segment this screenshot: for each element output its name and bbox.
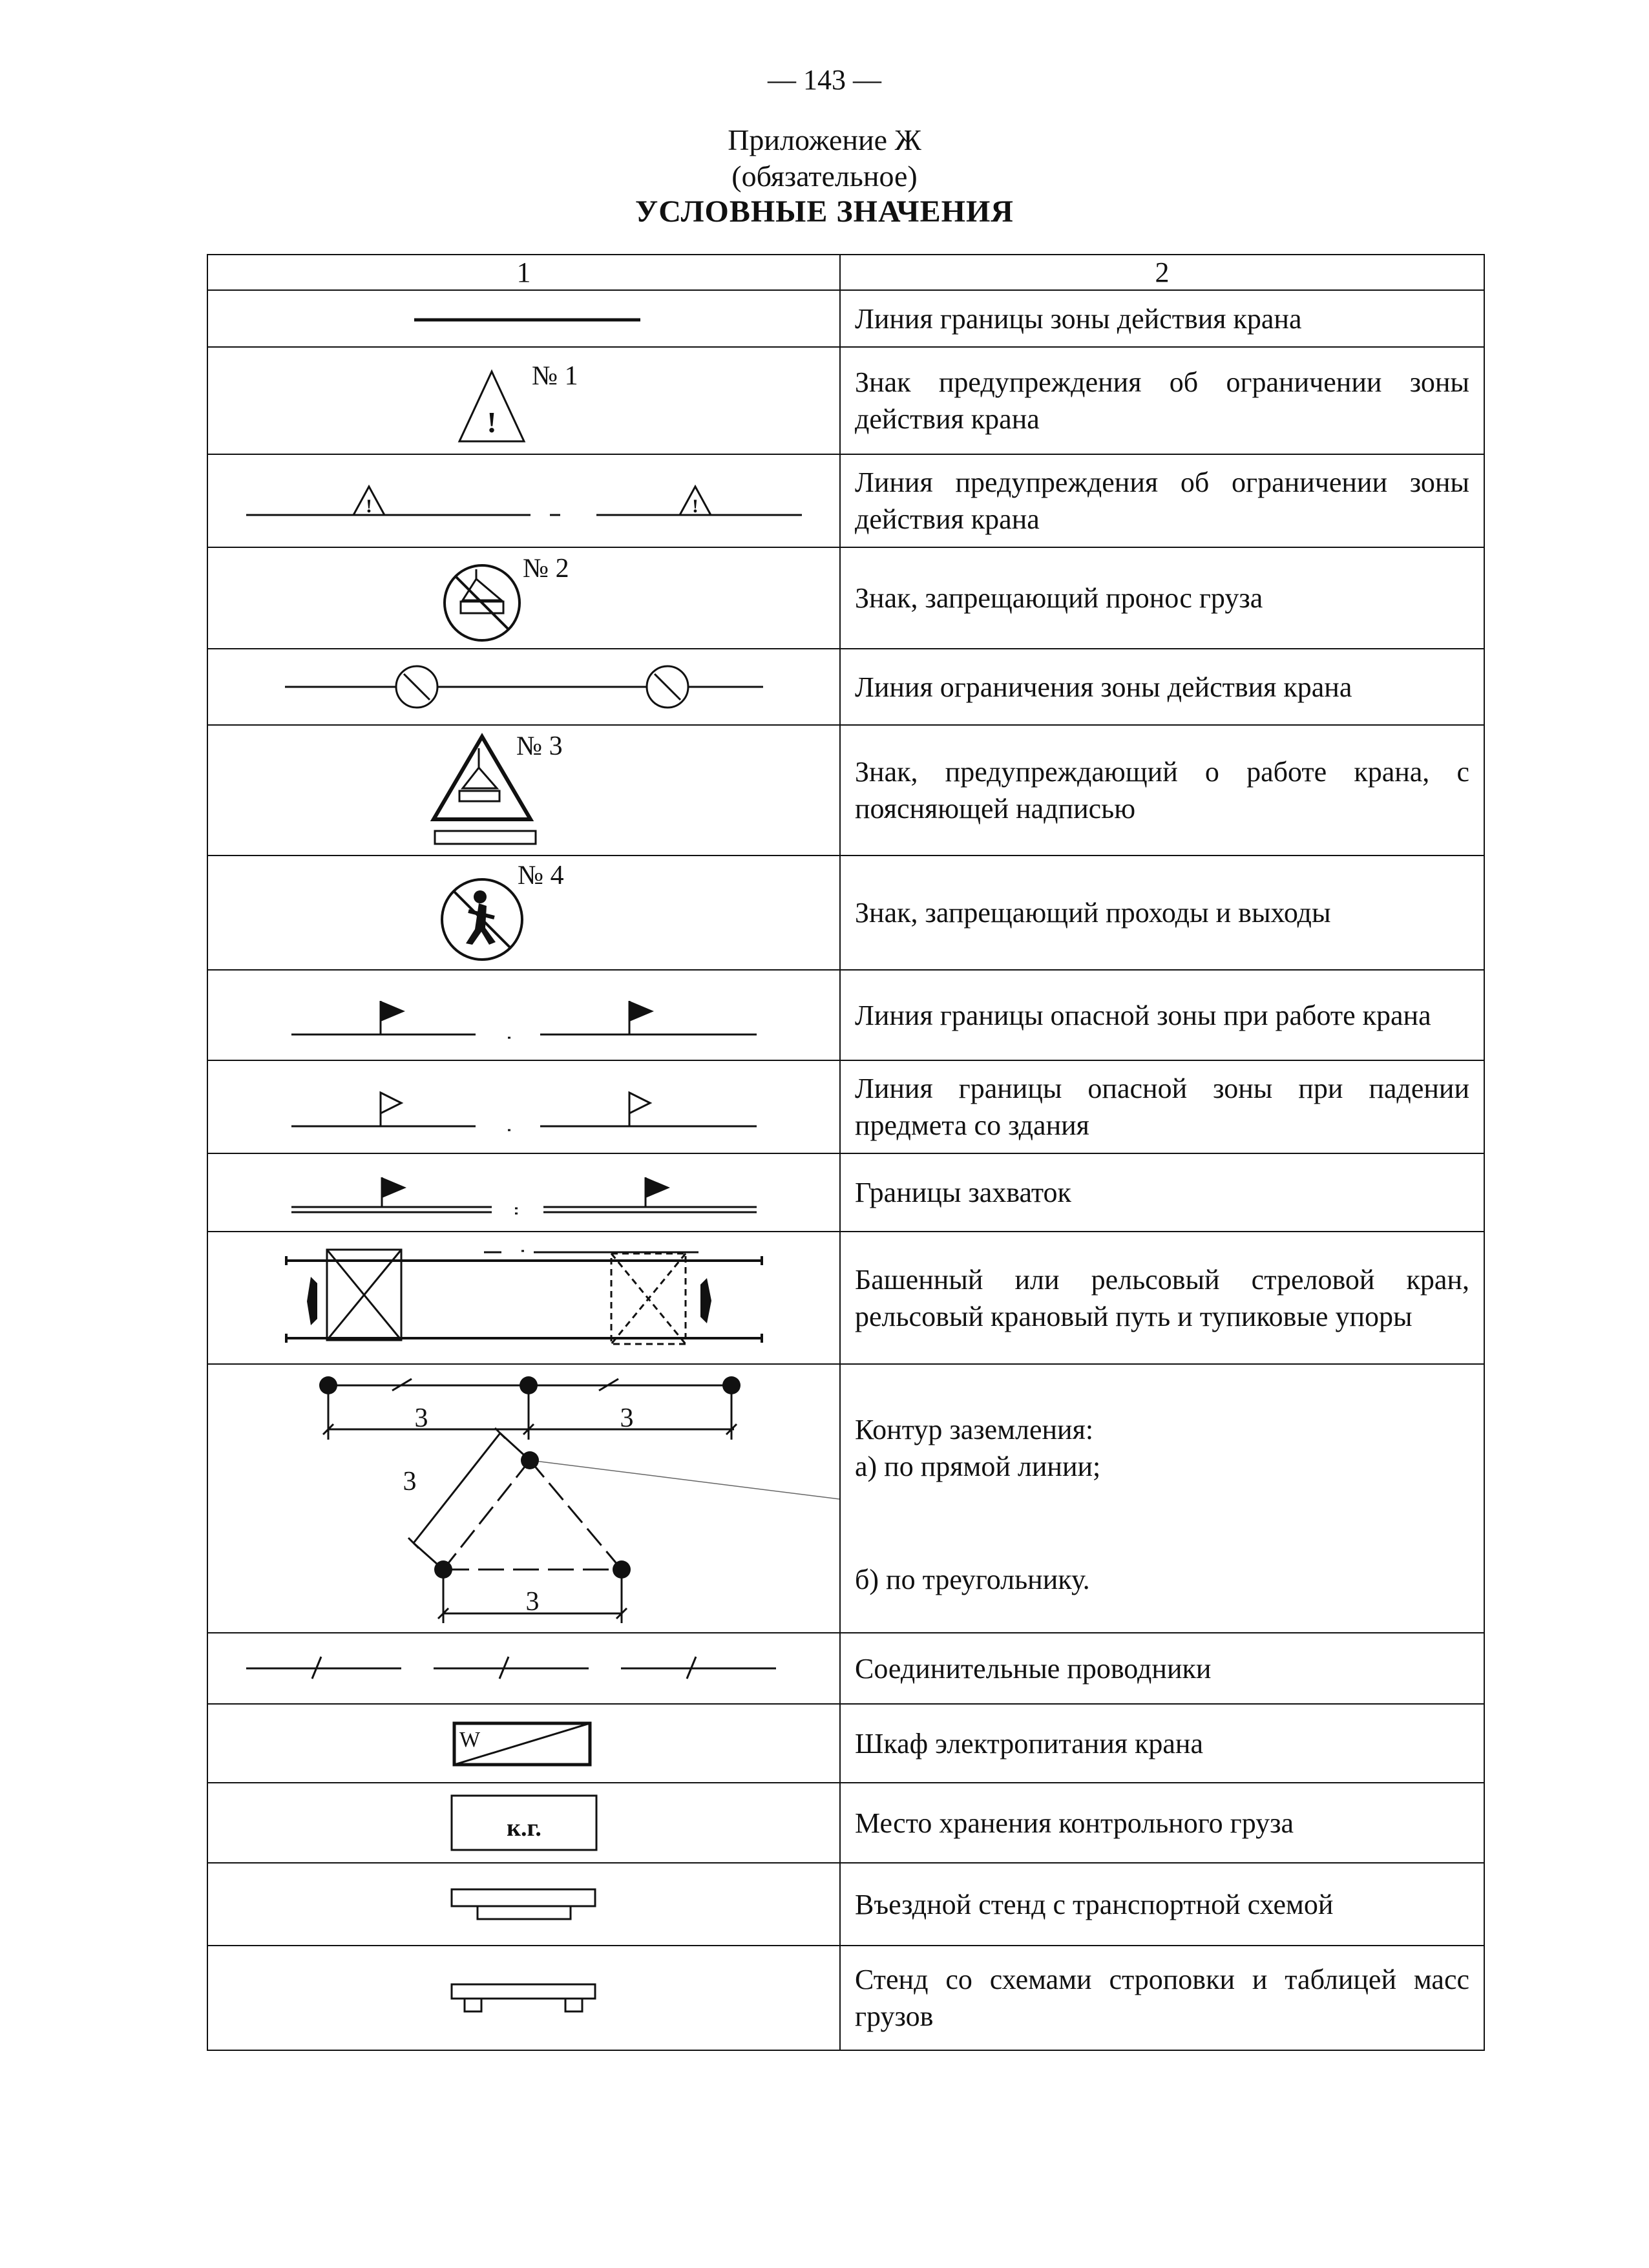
symbol-cell — [207, 725, 840, 856]
symbol-cell — [207, 970, 840, 1060]
symbol-cell — [207, 1863, 840, 1946]
symbol-cell — [207, 1633, 840, 1704]
no-passage-icon — [427, 858, 621, 968]
symbol-cell — [207, 290, 840, 347]
symbol-cell — [207, 1060, 840, 1153]
table-row — [207, 649, 1484, 725]
description-cell: Знак, запрещающий проходы и выходы — [840, 856, 1484, 970]
table-row — [207, 347, 1484, 454]
description-cell: Место хранения контрольного груза — [840, 1783, 1484, 1863]
sign-number-label: № 3 — [516, 731, 563, 761]
table-row — [207, 1704, 1484, 1783]
table-row — [207, 1232, 1484, 1364]
symbol-cell — [207, 649, 840, 725]
warning-line-symbol — [240, 475, 808, 527]
exclamation-mark: ! — [486, 406, 497, 439]
description-cell: Шкаф электропитания крана — [840, 1704, 1484, 1783]
appendix-type: (обязательное) — [731, 160, 918, 193]
table-row — [207, 454, 1484, 547]
symbol-cell — [207, 547, 840, 649]
table-row — [207, 1863, 1484, 1946]
table-row — [207, 290, 1484, 347]
symbols-table — [207, 254, 1485, 2051]
crane-work-warning-icon — [427, 729, 621, 852]
dimension-label: 3 — [525, 1587, 540, 1617]
description-cell: Знак предупреждения об ограничении зоны действия крана — [840, 347, 1484, 454]
power-cabinet-symbol — [446, 1714, 602, 1772]
description-cell: Стенд со схемами строповки и таблицей масс грузов — [840, 1946, 1484, 2050]
symbol-cell — [207, 1783, 840, 1863]
table-row — [207, 1633, 1484, 1704]
no-load-carrying-icon — [427, 550, 621, 647]
description-cell: Границы захваток — [840, 1153, 1484, 1232]
description-cell: Знак, запрещающий пронос груза — [840, 547, 1484, 649]
symbol-cell — [207, 1364, 840, 1633]
control-load-label: к.г. — [506, 1814, 541, 1842]
table-header-row — [207, 255, 1484, 290]
warning-triangle-icon — [427, 352, 621, 449]
danger-zone-falling-line-symbol — [278, 1075, 770, 1139]
exclamation-mark: ! — [365, 496, 372, 517]
table-row — [207, 1946, 1484, 2050]
description-cell: Башенный или рельсовый стреловой кран, рельсовый крановый путь и тупиковые упоры — [840, 1232, 1484, 1364]
table-row — [207, 1783, 1484, 1863]
appendix-label: Приложение Ж — [728, 123, 921, 156]
crane-zone-boundary-line-symbol — [388, 306, 660, 331]
table-row — [207, 1153, 1484, 1232]
exclamation-mark: ! — [691, 496, 698, 517]
danger-zone-crane-line-symbol — [278, 983, 770, 1047]
crane-rail-track-symbol — [278, 1238, 770, 1358]
description-cell: Знак, предупреждающий о работе крана, с поясняющей надписью — [840, 725, 1484, 856]
column-header-1: 1 — [207, 255, 840, 290]
work-section-boundary-symbol — [278, 1160, 770, 1225]
description-cell: Линия границы зоны действия крана — [840, 290, 1484, 347]
symbol-cell — [207, 1946, 840, 2050]
grounding-contour-symbol — [208, 1365, 839, 1632]
column-header-2: 2 — [840, 255, 1484, 290]
table-row — [207, 725, 1484, 856]
description-cell: Соединительные проводники — [840, 1633, 1484, 1704]
cabinet-label: W — [459, 1728, 480, 1752]
control-load-symbol — [446, 1790, 602, 1855]
table-row — [207, 1364, 1484, 1633]
description-cell: Линия предупреждения об ограничении зоны действия крана — [840, 454, 1484, 547]
sign-number-label: № 4 — [517, 860, 564, 890]
dimension-label: 3 — [403, 1467, 417, 1496]
table-row — [207, 1060, 1484, 1153]
symbol-cell — [207, 454, 840, 547]
description-cell: Въездной стенд с транспортной схемой — [840, 1863, 1484, 1946]
sign-number-label: № 1 — [531, 361, 578, 391]
table-row — [207, 547, 1484, 649]
grounding-description: Контур заземления: а) по прямой линии; — [855, 1414, 1101, 1482]
dimension-label: 3 — [414, 1403, 428, 1433]
symbol-cell — [207, 347, 840, 454]
entry-stand-symbol — [446, 1882, 602, 1927]
restriction-line-symbol — [278, 658, 770, 716]
table-row — [207, 970, 1484, 1060]
description-cell — [840, 1364, 1484, 1633]
table-row — [207, 856, 1484, 970]
symbol-cell — [207, 1704, 840, 1783]
slinging-stand-symbol — [446, 1975, 602, 2021]
symbol-cell — [207, 856, 840, 970]
sign-number-label: № 2 — [522, 553, 569, 583]
description-cell: Линия ограничения зоны действия крана — [840, 649, 1484, 725]
symbol-cell — [207, 1153, 840, 1232]
symbol-cell — [207, 1232, 840, 1364]
page-title: УСЛОВНЫЕ ЗНАЧЕНИЯ — [635, 194, 1014, 229]
description-cell: Линия границы опасной зоны при падении предмета со здания — [840, 1060, 1484, 1153]
dimension-label: 3 — [620, 1403, 634, 1433]
connecting-conductors-symbol — [240, 1649, 808, 1688]
description-cell: Линия границы опасной зоны при работе крана — [840, 970, 1484, 1060]
grounding-triangle-description: б) по треугольнику. — [855, 1564, 1090, 1595]
page-number: — 143 — — [768, 64, 881, 96]
